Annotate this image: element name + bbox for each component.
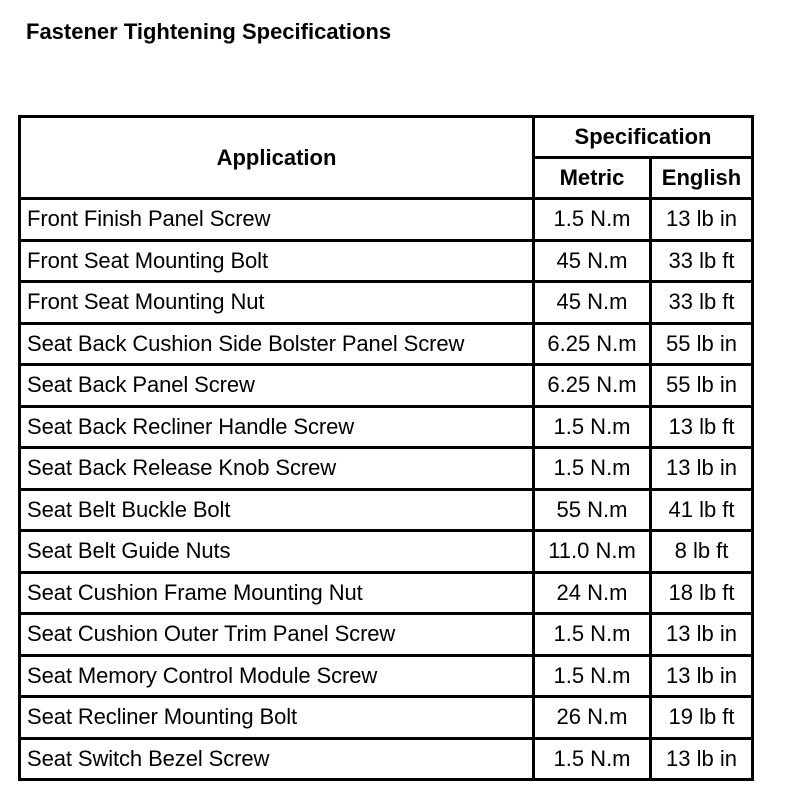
application-header: Application bbox=[20, 117, 534, 199]
application-cell: Seat Recliner Mounting Bolt bbox=[20, 697, 534, 739]
application-cell: Front Finish Panel Screw bbox=[20, 199, 534, 241]
application-cell: Seat Cushion Frame Mounting Nut bbox=[20, 572, 534, 614]
table-row bbox=[20, 572, 753, 614]
table-row bbox=[20, 531, 753, 573]
table-row bbox=[20, 614, 753, 656]
application-cell: Seat Cushion Outer Trim Panel Screw bbox=[20, 614, 534, 656]
english-cell: 41 lb ft bbox=[651, 489, 753, 531]
application-cell: Seat Memory Control Module Screw bbox=[20, 655, 534, 697]
metric-cell: 1.5 N.m bbox=[534, 448, 651, 490]
application-cell: Seat Back Release Knob Screw bbox=[20, 448, 534, 490]
page-title: Fastener Tightening Specifications bbox=[26, 19, 392, 44]
table-row bbox=[20, 199, 753, 241]
english-cell: 13 lb in bbox=[651, 614, 753, 656]
table-body bbox=[20, 199, 753, 780]
table-row bbox=[20, 406, 753, 448]
metric-header: Metric bbox=[534, 158, 651, 199]
table-row bbox=[20, 738, 753, 780]
table-row bbox=[20, 448, 753, 490]
english-cell: 13 lb in bbox=[651, 199, 753, 241]
application-cell: Front Seat Mounting Bolt bbox=[20, 240, 534, 282]
specification-header: Specification bbox=[534, 117, 753, 158]
english-header: English bbox=[651, 158, 753, 199]
application-cell: Seat Belt Guide Nuts bbox=[20, 531, 534, 573]
english-cell: 13 lb ft bbox=[651, 406, 753, 448]
english-cell: 33 lb ft bbox=[651, 240, 753, 282]
application-cell: Seat Back Cushion Side Bolster Panel Screw bbox=[20, 323, 534, 365]
table-row bbox=[20, 240, 753, 282]
application-cell: Seat Belt Buckle Bolt bbox=[20, 489, 534, 531]
metric-cell: 45 N.m bbox=[534, 240, 651, 282]
metric-cell: 1.5 N.m bbox=[534, 199, 651, 241]
fastener-spec-table bbox=[18, 115, 754, 781]
metric-cell: 26 N.m bbox=[534, 697, 651, 739]
table-row bbox=[20, 365, 753, 407]
application-cell: Seat Back Recliner Handle Screw bbox=[20, 406, 534, 448]
english-cell: 8 lb ft bbox=[651, 531, 753, 573]
metric-cell: 55 N.m bbox=[534, 489, 651, 531]
english-cell: 55 lb in bbox=[651, 323, 753, 365]
english-cell: 18 lb ft bbox=[651, 572, 753, 614]
metric-cell: 6.25 N.m bbox=[534, 323, 651, 365]
application-cell: Front Seat Mounting Nut bbox=[20, 282, 534, 324]
table-row bbox=[20, 323, 753, 365]
english-cell: 33 lb ft bbox=[651, 282, 753, 324]
english-cell: 13 lb in bbox=[651, 655, 753, 697]
metric-cell: 1.5 N.m bbox=[534, 738, 651, 780]
metric-cell: 6.25 N.m bbox=[534, 365, 651, 407]
metric-cell: 11.0 N.m bbox=[534, 531, 651, 573]
metric-cell: 45 N.m bbox=[534, 282, 651, 324]
metric-cell: 1.5 N.m bbox=[534, 406, 651, 448]
metric-cell: 1.5 N.m bbox=[534, 614, 651, 656]
table-row bbox=[20, 655, 753, 697]
english-cell: 13 lb in bbox=[651, 448, 753, 490]
english-cell: 55 lb in bbox=[651, 365, 753, 407]
application-cell: Seat Back Panel Screw bbox=[20, 365, 534, 407]
table-row bbox=[20, 697, 753, 739]
application-cell: Seat Switch Bezel Screw bbox=[20, 738, 534, 780]
metric-cell: 1.5 N.m bbox=[534, 655, 651, 697]
metric-cell: 24 N.m bbox=[534, 572, 651, 614]
table-row bbox=[20, 489, 753, 531]
english-cell: 19 lb ft bbox=[651, 697, 753, 739]
table-row bbox=[20, 282, 753, 324]
english-cell: 13 lb in bbox=[651, 738, 753, 780]
